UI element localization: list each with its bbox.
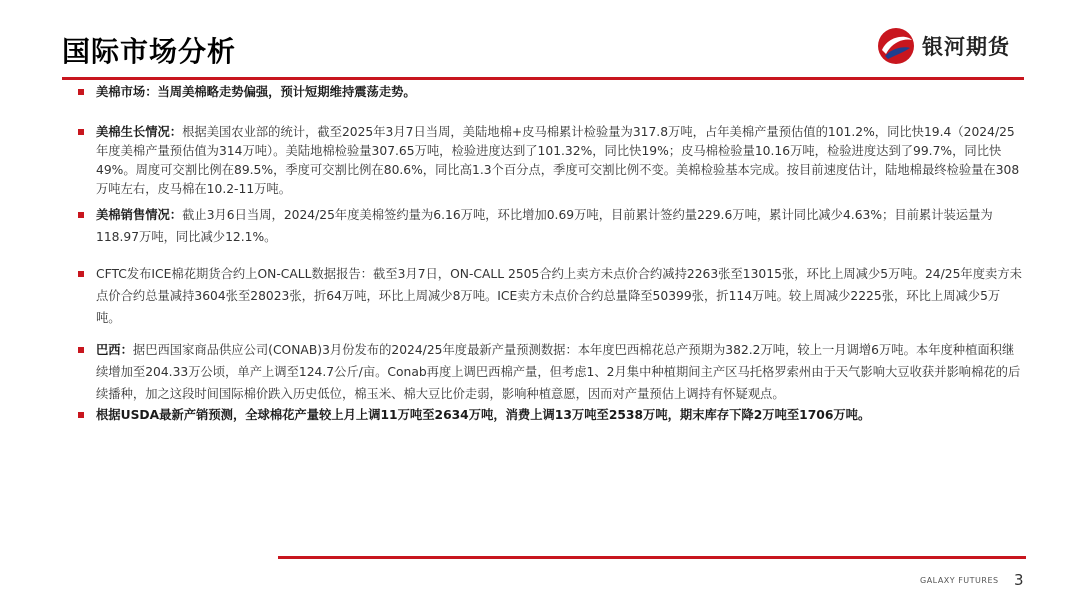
page-number: 3 [1014,571,1024,589]
bullet-lead: 美棉销售情况： [96,208,183,222]
bullet-marker [78,347,84,353]
bullet-lead: 根据USDA最新产销预测，全球棉花产量较上月上调11万吨至2634万吨，消费上调13万吨至2538万吨，期末库存下降2万吨至1706万吨。 [96,408,871,422]
bullet-marker [78,89,84,95]
content-body [78,83,1024,425]
galaxy-logo-icon [876,26,916,66]
bullet-us-cotton-market [78,83,1024,102]
bullet-text: 据巴西国家商品供应公司(CONAB)3月份发布的2024/25年度最新产量预测数据：本年度巴西棉花总产预期为382.2万吨，较上一月调增6万吨。本年度种植面积继续增加至204.33万公顷，单产上调至124.7公斤/亩。Conab再度上调巴西棉产量，但考虑1、2月集中种植期间主产区马托格罗索州由于天气影响大豆收获并影响棉花的后续播种，加之这段时间国际棉价跌入历史低位，棉玉米、棉大豆比价走弱，影响种植意愿，因而对产量预估上调持有怀疑观点。 [96,343,1021,401]
brand-name: 银河期货 [922,35,1010,59]
bullet-usda-forecast [78,406,1024,425]
bullet-cftc-on-call [78,263,1024,329]
bullet-marker [78,412,84,418]
footer-brand: GALAXY FUTURES [920,576,999,585]
bullet-text: 截止3月6日当周，2024/25年度美棉签约量为6.16万吨，环比增加0.69万吨，目前累计签约量229.6万吨，累计同比减少4.63%；目前累计装运量为118.97万吨，同比减少12.1%。 [96,208,993,244]
bullet-lead: 美棉市场：当周美棉略走势偏强，预计短期维持震荡走势。 [96,85,416,99]
bullet-us-cotton-sales [78,204,1024,248]
bullet-text: 根据美国农业部的统计，截至2025年3月7日当周，美陆地棉+皮马棉累计检验量为317.8万吨，占年美棉产量预估值的101.2%，同比快19.4（2024/25年度美棉产量预估值为314万吨）。美陆地棉检验量307.65万吨，检验进度达到了101.32%，同比快19%；皮马棉检验量10.16万吨，检验进度达到了99.7%，同比快49%。周度可交割比例在89.5%，季度可交割比例在80.6%，同比高1.3个百分点，季度可交割比例不变。美棉检验基本完成。按目前速度估计，陆地棉最终检验量在308万吨左右，皮马棉在10.2-11万吨。 [96,125,1020,196]
bullet-text: CFTC发布ICE棉花期货合约上ON-CALL数据报告：截至3月7日，ON-CALL 2505合约上卖方未点价合约减持2263张至13015张，环比上周减少5万吨。24/25年度卖方未点价合约总量减持3604张至28023张，折64万吨，环比上周减少8万吨。ICE卖方未点价合约总量降至50399张，折114万吨。较上周减少2225张，环比上周减少5万吨。 [96,267,1022,325]
bullet-lead: 美棉生长情况： [96,125,183,139]
bullet-marker [78,212,84,218]
bullet-us-cotton-growth [78,123,1024,199]
page-title: 国际市场分析 [62,35,237,68]
brand-logo [876,26,1010,66]
bullet-marker [78,129,84,135]
bullet-lead: 巴西： [96,343,133,357]
header-divider [62,77,1024,80]
bullet-marker [78,271,84,277]
bullet-brazil [78,339,1024,405]
footer-divider [278,556,1026,559]
